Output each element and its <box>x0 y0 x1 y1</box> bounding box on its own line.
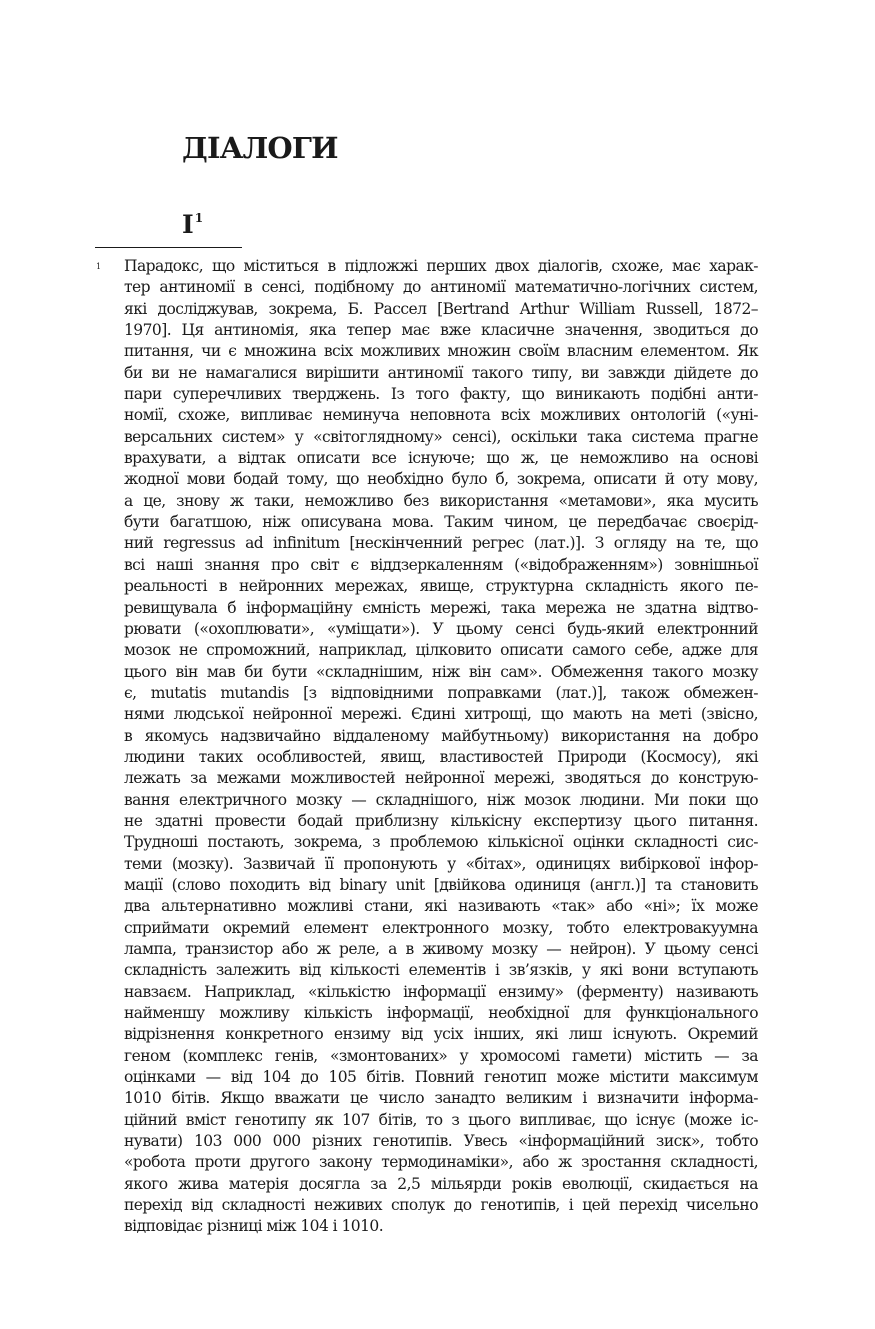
footnote-line: рювати («охоплювати», «уміщати»). У цьому сенсі будь-який електронний <box>124 619 758 638</box>
footnote-marker: 1 <box>96 262 102 271</box>
footnote-line: врахувати, а відтак описати все існуюче; що ж, це неможливо на основі <box>124 449 758 468</box>
footnote-line: бути багатшою, ніж описувана мова. Таким чином, це передбачає своєрід- <box>124 513 758 532</box>
footnote-line: перехід від складності неживих сполук до генотипів, і цей перехід чисельно <box>124 1196 758 1215</box>
footnote-line: номії, схоже, випливає неминуча неповнота всіх можливих онтологій («уні- <box>124 406 758 425</box>
footnote-line: нями людської нейронної мережі. Єдині хитрощі, що мають на меті (звісно, <box>124 705 758 724</box>
footnote-reference: 1 <box>194 211 204 225</box>
footnote-line: вання електричного мозку — складнішого, ніж мозок людини. Ми поки що <box>124 790 758 809</box>
footnote-line: сприймати окремий елемент електронного мозку, тобто електровакуумна <box>124 918 758 937</box>
footnote-line: «робота проти другого закону термодинаміки», або ж зростання складності, <box>124 1153 758 1172</box>
footnote-line: мозок не спроможний, наприклад, цілковито описати самого себе, адже для <box>124 641 758 660</box>
footnote-line: 1010 бітів. Якщо вважати це число занадто великим і визначити інформа- <box>124 1089 758 1108</box>
footnote-line: ревищувала б інформаційну ємність мережі, така мережа не здатна відтво- <box>124 598 758 617</box>
section-heading <box>182 200 203 243</box>
footnote-line: якого жива матерія досягла за 2,5 мільярди років еволюції, скидається на <box>124 1174 758 1193</box>
footnote-line: є, mutatis mutandis [з відповідними поправками (лат.)], також обмежен- <box>124 683 758 702</box>
footnote-line: мації (слово походить від binary unit [двійкова одиниця (англ.)] та становить <box>124 875 758 894</box>
footnote-line: питання, чи є множина всіх можливих множин своїм власним елементом. Як <box>124 342 758 361</box>
footnote-line: Парадокс, що міститься в підложжі перших двох діалогів, схоже, має харак- <box>124 257 758 275</box>
footnote-line: найменшу можливу кількість інформації, необхідної для функціонального <box>124 1004 758 1023</box>
footnote-line: Трудноші постають, зокрема, з проблемою кількісної оцінки складності сис- <box>124 833 758 852</box>
page-title: ДІАЛОГИ <box>182 131 338 165</box>
footnote-line: ний regressus ad infinitum [нескінченний регрес (лат.)]. З огляду на те, що <box>124 534 758 553</box>
section-numeral: I <box>182 210 194 239</box>
footnote-line: версальних систем» у «світоглядному» сенсі), оскільки така система прагне <box>124 427 758 446</box>
footnote-line: теми (мозку). Зазвичай її пропонують у «бітах», одиницях вибіркової інфор- <box>124 854 758 873</box>
footnote-line: два альтернативно можливі стани, які називають «так» або «ні»; їх може <box>124 897 758 916</box>
footnote-line: реальності в нейронних мережах, явище, структурна складність якого пе- <box>124 577 758 596</box>
footnote-line: би ви не намагалися вирішити антиномії такого типу, ви завжди дійдете до <box>124 363 758 382</box>
footnote-text <box>124 256 758 1238</box>
footnote-separator <box>95 247 242 248</box>
footnote-line: які досліджував, зокрема, Б. Рассел [Bertrand Arthur William Russell, 1872– <box>124 299 758 318</box>
footnote-line: тер антиномії в сенсі, подібному до антиномії математично-логічних систем, <box>124 278 758 297</box>
footnote-line: ційний вміст генотипу як 107 бітів, то з цього випливає, що існує (може іс- <box>124 1110 758 1129</box>
footnote-line: цього він мав би бути «складнішим, ніж він сам». Обмеження такого мозку <box>124 662 758 681</box>
footnote-line: в якомусь надзвичайно віддаленому майбутньому) використання на добро <box>124 726 758 745</box>
footnote-line: пари суперечливих тверджень. Із того факту, що виникають подібні анти- <box>124 385 758 404</box>
footnote-line: складність залежить від кількості елементів і зв’язків, у які вони вступають <box>124 961 758 980</box>
footnote-line: відрізнення конкретного ензиму від усіх інших, які лиш існують. Окремий <box>124 1025 758 1044</box>
footnote-line: жодної мови бодай тому, що необхідно було б, зокрема, описати й оту мову, <box>124 470 758 489</box>
footnote-line: нувати) 103 000 000 різних генотипів. Увесь «інформаційний зиск», тобто <box>124 1132 758 1151</box>
footnote-line: лежать за межами можливостей нейронної мережі, зводяться до конструю- <box>124 769 758 788</box>
footnote-line: оцінками — від 104 до 105 бітів. Повний генотип може містити максимум <box>124 1068 758 1087</box>
footnote-line: геном (комплекс генів, «змонтованих» у хромосомі гамети) містить — за <box>124 1046 758 1065</box>
footnote-line: 1970]. Ця антиномія, яка тепер має вже класичне значення, зводиться до <box>124 321 758 340</box>
footnote-line: лампа, транзистор або ж реле, а в живому мозку — нейрон). У цьому сенсі <box>124 940 758 958</box>
footnote-line: а це, знову ж таки, неможливо без використання «метамови», яка мусить <box>124 491 758 510</box>
footnote-line: не здатні провести бодай приблизну кількісну експертизу цього питання. <box>124 811 758 830</box>
footnote-line: відповідає різниці між 104 і 1010. <box>124 1217 384 1236</box>
footnote-line: всі наші знання про світ є віддзеркаленням («відображенням») зовнішньої <box>124 555 758 574</box>
footnote-line: навзаєм. Наприклад, «кількістю інформації ензиму» (ферменту) називають <box>124 982 758 1001</box>
footnote-line: людини таких особливостей, явищ, властивостей Природи (Космосу), які <box>124 747 758 766</box>
